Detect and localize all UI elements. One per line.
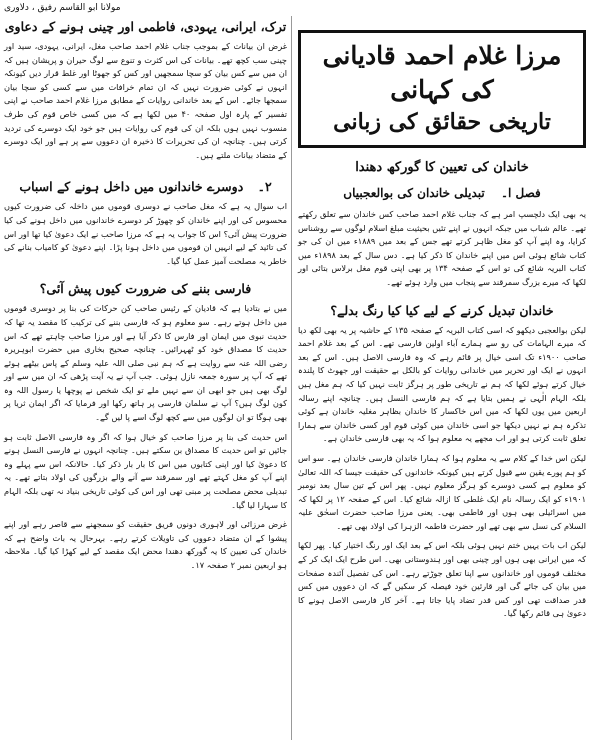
- section-heading-2: [4, 178, 287, 196]
- article-subtitle: تاریخی حقائق کی زبانی: [333, 109, 551, 135]
- section-title: دوسرے خاندانوں میں داخل ہونے کے اسباب: [19, 179, 244, 195]
- paragraph: اب سوال یہ ہے کہ مغل صاحب نے دوسری قوموں میں داخلہ کی ضرورت کیوں محسوس کی اور اپنے خاندان کو چھوڑ کر دوسرے خاندانوں میں داخل ہونے کی کیا ضرورت پیش آئی؟ اس کا جواب یہ ہے کہ مرزا صاحب نے ایک دعویٰ کیا تھا اور اس کی تائید کے لیے انہیں ان قوموں میں داخل ہونا پڑا۔ اپنے دعویٰ کو کامیاب بنانے کی خاطر یہ مصلحت آمیز عمل کیا گیا۔: [4, 201, 287, 266]
- question-heading: خاندان تبدیل کرنے کے لیے کیا کیا رنگ بدلے؟: [330, 302, 554, 318]
- paragraph: یہ بھی ایک دلچسپ امر ہے کہ جناب غلام احمد صاحب کس خاندان سے تعلق رکھتے تھے۔ عالم شباب میں جبکہ انہوں نے اپنے تئیں بحیثیت مبلغ اسلام لوگوں سے روشناس کرایا، وہ اپنے آپ کو مغل ظاہر کرتے تھے جس کے بعد میں ۱۸۸۹ء میں ان کی جو کتاب شائع ہوئی اس میں اپنے خاندان کا ذکر کیا ہے۔ دس سال کے بعد ۱۸۹۸ء میں کتاب البریہ شائع کی تو اس کے صفحہ ۱۳۴ پر بھی اپنی قوم مغل برلاس بتائی اور لکھا کہ میرے بزرگ سمرقند سے پنجاب میں وارد ہوئے تھے۔: [298, 209, 587, 287]
- section-number: ۲۔: [257, 179, 272, 195]
- section-label: فصل ا۔: [500, 186, 541, 200]
- paragraph: لیکن بوالعجبی دیکھو کہ اسی کتاب البریہ کے صفحہ ۱۳۵ کے حاشیہ پر یہ بھی لکھ دیا کہ میرے الہامات کی رو سے ہمارے آباء اولین فارسی تھے۔ اس کے بعد غلام احمد صاحب ۱۹۰۰ء تک اسی خیال پر قائم رہے کہ وہ فارسی الاصل ہیں۔ اس کے بعد انہوں نے ایک اور تحریر میں خاندانی روایات کو بالکل بے حقیقت اور جھوٹ کا پلندہ خیال کرتے ہوئے لکھا کہ ہم نے تاریخی طور پر ہرگز ثابت نہیں کیا کہ ہم مغل ہیں بلکہ الہام الٰہی نے ہمیں بتایا ہے کہ ہم فارسی النسل ہیں۔ چنانچہ اپنے رسالہ اربعین میں یوں لکھا کہ میں اس خاکسار کا خاندان بظاہر مغلیہ خاندان ہے کوئی تذکرہ ہم نے نہیں دیکھا جو اسی خاندان میں کوئی قوم اور کسی خاندان سے ہمارا تعلق ثابت کرتی ہو اور اب مجھے یہ معلوم ہوا کہ یہ بھی فارسی خاندان ہے۔: [298, 324, 587, 444]
- right-column: [298, 30, 586, 740]
- paragraph: میں نے بتادیا ہے کہ قادیان کے رئیس صاحب کن حرکات کی بنا پر دوسری قوموں میں داخل ہوتے رہے۔ سو معلوم ہو کہ فارسی بننے کی ترکیب کا مقصد یہ تھا کہ حدیث نبوی میں ایمان اور فارس کا ذکر آیا ہے اور مرزا صاحب چاہتے تھے کہ اس حدیث کا مصداق خود کو ٹھہرائیں۔ چنانچہ صحیح بخاری میں حضرت ابوہریرہ رضی اللہ عنہ سے روایت ہے کہ ہم نبی صلی اللہ علیہ وسلم کے پاس بیٹھے ہوئے تھے کہ آپ پر سورہ جمعہ نازل ہوئی۔ جب آپ نے یہ آیت پڑھی کہ ان میں سے اور لوگ بھی ہیں جو ابھی ان سے نہیں ملے تو ایک شخص نے پوچھا یا رسول اللہ وہ کون لوگ ہیں؟ آپ نے سلمان فارسی پر ہاتھ رکھا اور فرمایا کہ اگر ایمان ثریا پر بھی ہوگا تو ان لوگوں میں سے کچھ لوگ اسے پا لیں گے۔: [4, 303, 287, 423]
- section-heading: [298, 184, 586, 202]
- title-box: [298, 30, 586, 148]
- article-title: مرزا غلام احمد قادیانی کی کہانی: [322, 41, 562, 104]
- chapter-heading: خاندان کی تعیین کا گورکھ دھندا: [355, 160, 529, 175]
- question-heading: فارسی بننے کی ضرورت کیوں پیش آئی؟: [39, 281, 252, 297]
- section-heading: ترک، ایرانی، یہودی، فاطمی اور چینی ہونے کے دعاوی: [4, 19, 287, 34]
- paragraph: لیکن اب بات یہیں ختم نہیں ہوئی بلکہ اس کے بعد ایک اور رنگ اختیار کیا۔ پھر لکھا کہ میں ایرانی بھی ہوں اور چینی بھی اور ہندوستانی بھی۔ اس طرح ایک ایک کر کے مختلف قوموں اور خاندانوں سے اپنا تعلق جوڑتے رہے۔ اس کی تفصیل آئندہ صفحات میں بیان کی جائے گی اور قارئین خود فیصلہ کر سکیں گے کہ ان دعووں میں کس قدر صداقت تھی اور کس قدر تضاد پایا جاتا ہے۔ آخر کار فارسی الاصل ہونے کا دعویٰ ہی قائم رکھا گیا۔: [298, 540, 586, 619]
- paragraph: اس حدیث کی بنا پر مرزا صاحب کو خیال ہوا کہ اگر وہ فارسی الاصل ثابت ہو جائیں تو اس حدیث کا مصداق بن سکتے ہیں۔ چنانچہ انہوں نے فارسی النسل ہونے کا دعویٰ کیا اور اپنی کتابوں میں اس کا بار بار ذکر کیا۔ حالانکہ اس سے پہلے وہ اپنے آپ کو مغل کہتے تھے اور سمرقند سے آنے والے بزرگوں کی اولاد بتاتے تھے۔ یہ تبدیلی محض مصلحت پر مبنی تھی اور اس کی کوئی تاریخی بنیاد نہ تھی بلکہ الہام کا سہارا لیا گیا۔: [4, 431, 287, 510]
- column-divider: [291, 16, 292, 740]
- author-header: مولانا ابو القاسم رفیق ، دلاوری: [4, 3, 121, 13]
- paragraph: غرض مرزائی اور لاہوری دونوں فریق حقیقت کو سمجھنے سے قاصر رہے اور اپنے پیشوا کے ان متضاد دعووں کی تاویلات کرتے رہے۔ بہرحال یہ بات واضح ہے کہ خاندان کی تعیین کا یہ گورکھ دھندا محض ایک مقصد کے لیے کھڑا کیا گیا۔ ملاحظہ ہو اربعین نمبر ۲ صفحہ ۱۷۔: [4, 519, 287, 570]
- left-column: [4, 18, 287, 740]
- paragraph: غرض ان بیانات کے بموجب جناب غلام احمد صاحب مغل، ایرانی، یہودی، سید اور چینی سب کچھ تھے۔ بیانات کی اس کثرت و تنوع سے لوگ حیران و پریشان ہیں کہ ان میں سے کس بیان کو سچا سمجھیں اور کس کو جھوٹا اور غلط قرار دیں کیونکہ انہوں نے کوئی ضرورت نہیں کہ ان تمام خرافات میں سے کسی کو سچا بیان سمجھا جائے۔ اس کے بعد خاندانی روایات کے مطابق مرزا غلام احمد صاحب نے اپنی تفسیر کے پارہ اول صفحہ ۴۰ میں لکھا ہے کہ میں کسی خاص قوم کی طرف منسوب نہیں ہوں بلکہ ان کی قوم کی روایات ہیں جو خود ایک دوسرے کی تردید کرتی ہیں۔ چنانچہ ان کی تحریرات کا ذخیرہ ان دعووں سے پر ہے اور ایک دوسرے کے متضاد بیانات ملتے ہیں۔: [4, 41, 287, 160]
- section-title: تبدیلی خاندان کی بوالعجبیاں: [343, 186, 485, 200]
- paragraph: لیکن اس خدا کے کلام سے یہ معلوم ہوا کہ ہمارا خاندان فارسی خاندان ہے۔ سو اس کو ہم پورے یقین سے قبول کرتے ہیں کیونکہ خاندانوں کی حقیقت جیسا کہ اللہ تعالیٰ کو معلوم ہے کسی دوسرے کو ہرگز معلوم نہیں۔ پھر اس کے تین سال بعد نومبر ۱۹۰۱ء کو ایک رسالہ نام ایک غلطی کا ازالہ شائع کیا۔ اس کے صفحہ ۱۲ پر لکھا کہ میں اسرائیلی بھی ہوں اور فاطمی بھی۔ یعنی مرزا صاحب حضرت اسحٰق علیہ السلام کی نسل سے بھی تھے اور حضرت فاطمہ الزہرا کی اولاد بھی تھے۔: [298, 452, 586, 531]
